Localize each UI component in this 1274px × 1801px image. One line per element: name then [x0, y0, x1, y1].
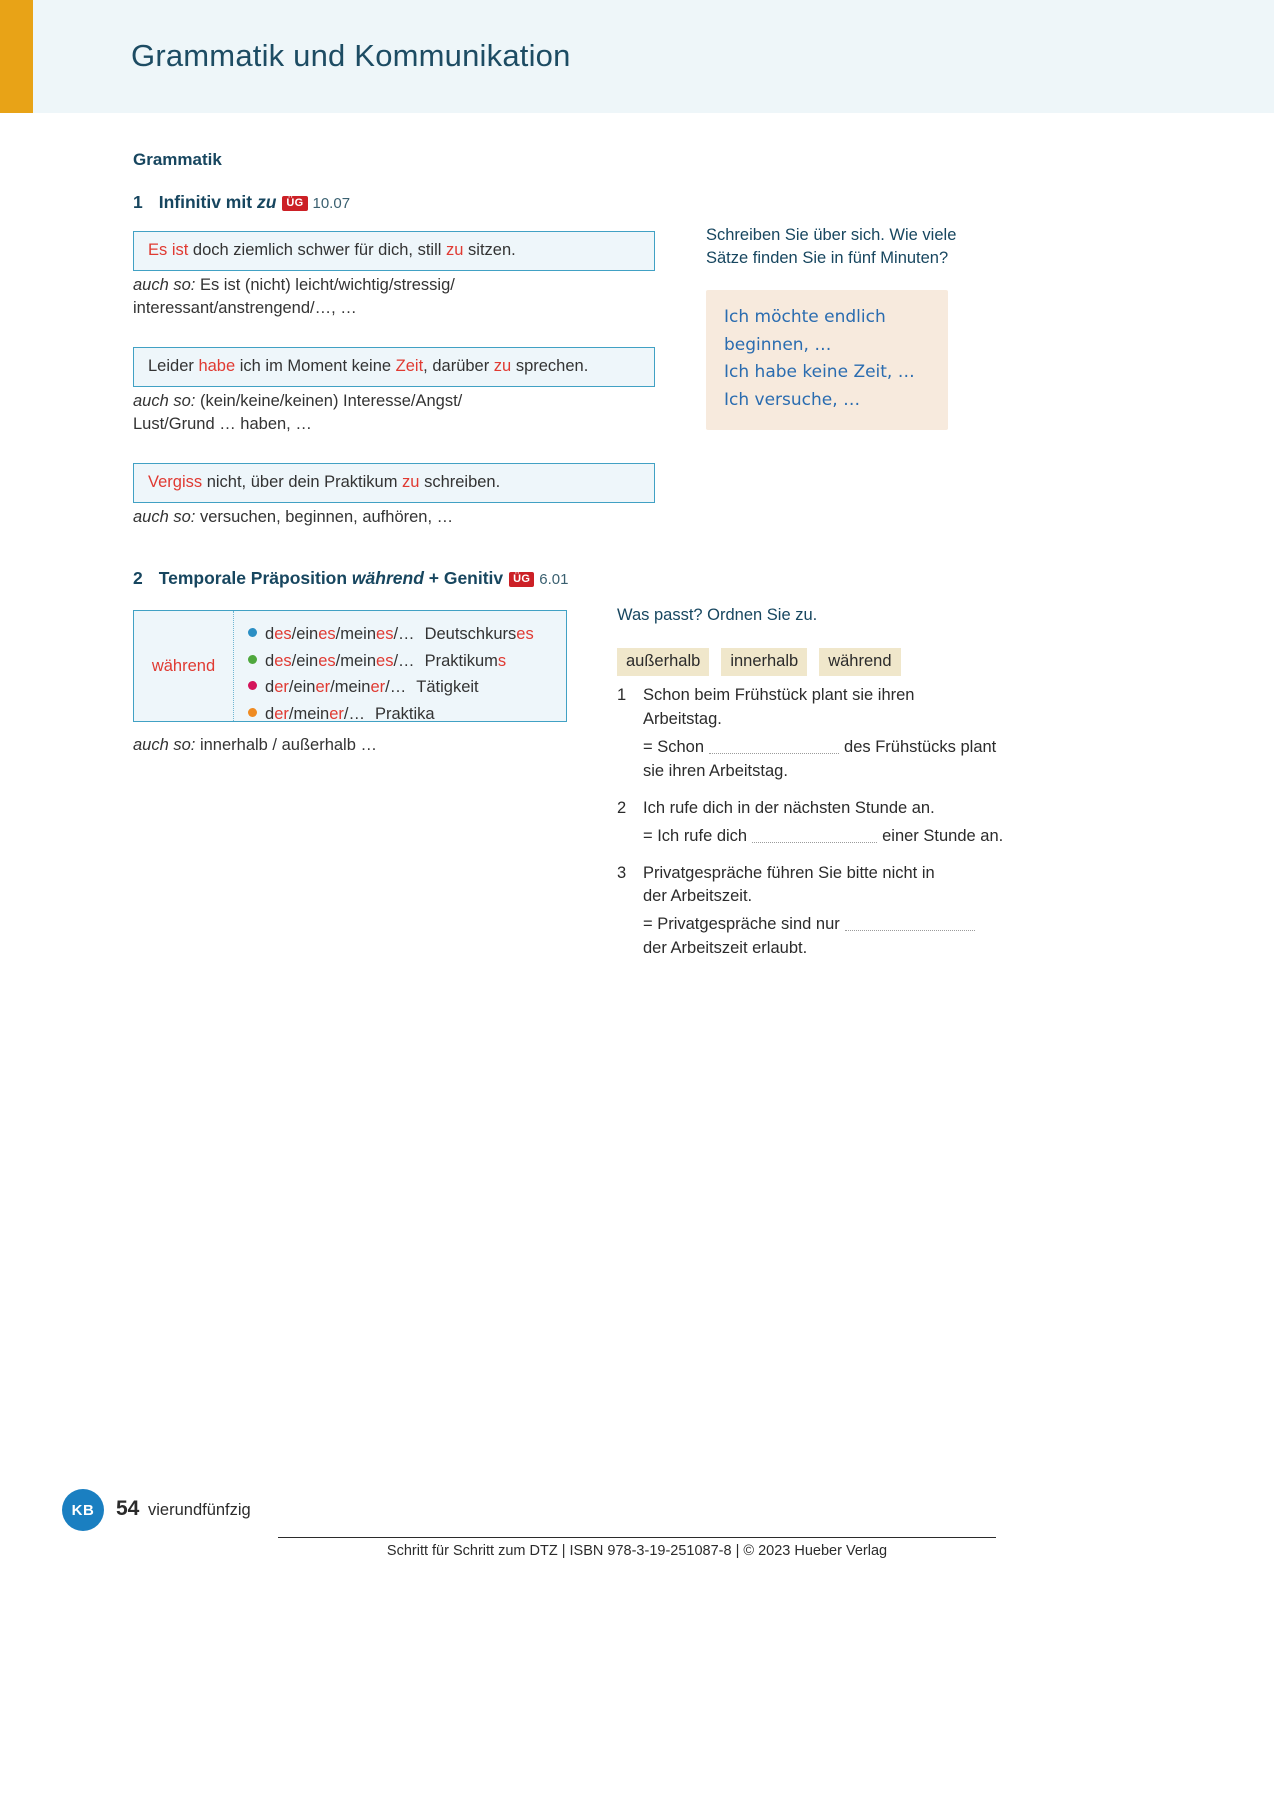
- genitive-noun: Tätigkeit: [416, 678, 479, 697]
- exercise-item-2-number: 2: [617, 798, 627, 817]
- exercise-item-1: [617, 684, 1037, 784]
- handwritten-note: [706, 290, 948, 430]
- exercise-item-2-line1: Ich rufe dich in der nächsten Stunde an.: [643, 798, 935, 817]
- genitive-noun: Praktikums: [424, 651, 507, 670]
- exercise-item-1-line2: Arbeitstag.: [643, 709, 722, 728]
- example-2-part-4: , darüber: [423, 357, 494, 375]
- exercise-item-2-answer-pre: = Ich rufe dich: [643, 826, 748, 845]
- exercise-item-1-line1: Schon beim Frühstück plant sie ihren: [643, 686, 915, 704]
- auch-so-1-label: auch so:: [133, 276, 196, 294]
- word-bank-chip-innerhalb[interactable]: innerhalb: [721, 648, 807, 676]
- auch-so-2-line1: (kein/keine/keinen) Interesse/Angst/: [195, 392, 463, 410]
- auch-so-2-label: auch so:: [133, 392, 196, 410]
- auch-so-4-label: auch so:: [133, 736, 196, 754]
- task-2-number: 2: [133, 568, 143, 588]
- auch-so-2-line2: Lust/Grund … haben, …: [133, 415, 312, 434]
- genitive-noun: Praktika: [374, 705, 435, 724]
- task-2-title-post: + Genitiv: [423, 568, 504, 588]
- example-3-part-3: schreiben.: [419, 473, 501, 491]
- bullet-dot-icon: [248, 708, 257, 717]
- example-box-1: [133, 231, 655, 271]
- exercise-item-2-answer: [643, 825, 1037, 849]
- example-box-2: [133, 347, 655, 387]
- example-2-part-2: ich im Moment keine: [235, 357, 396, 375]
- exercise-prompt: Was passt? Ordnen Sie zu.: [617, 606, 818, 624]
- exercise-item-3-blank[interactable]: [845, 915, 975, 931]
- task-2-title-pre: Temporale Präposition: [158, 568, 352, 588]
- example-3-part-0: Vergiss: [148, 473, 203, 491]
- exercise-item-2-answer-mid: einer Stunde an.: [882, 826, 1004, 845]
- exercise-item-1-answer-pre: = Schon: [643, 737, 705, 756]
- exercise-item-1-answer: [643, 736, 1037, 784]
- exercise-item-1-answer-line2: sie ihren Arbeitstag.: [643, 761, 788, 780]
- word-bank: [617, 648, 901, 676]
- example-1-part-1: doch ziemlich schwer für dich, still: [188, 241, 447, 259]
- header-accent-bar: [0, 0, 33, 113]
- task-2-ug-ref: 6.01: [539, 571, 569, 588]
- task-2-heading: [133, 568, 568, 589]
- imprint-line: Schritt für Schritt zum DTZ | ISBN 978-3-19-251087-8 | © 2023 Hueber Verlag: [386, 1543, 888, 1559]
- exercise-list: [617, 684, 1037, 974]
- example-2-part-6: sprechen.: [511, 357, 589, 375]
- task-1-heading: [133, 192, 350, 213]
- genitive-table: [133, 610, 567, 722]
- exercise-item-3-answer: [643, 913, 1037, 961]
- genitive-table-row: [248, 674, 556, 701]
- exercise-item-1-number: 1: [617, 686, 627, 704]
- exercise-item-3-body: [643, 862, 1037, 962]
- bullet-dot-icon: [248, 628, 257, 637]
- page-title: Grammatik und Kommunikation: [131, 38, 571, 73]
- exercise-item-1-blank[interactable]: [709, 738, 839, 754]
- genitive-table-row: [248, 701, 556, 728]
- example-3-part-2: zu: [402, 473, 420, 491]
- genitive-article-forms: des/eines/meines/…: [265, 651, 415, 670]
- exercise-item-2-blank[interactable]: [752, 827, 877, 843]
- auch-so-4-text: innerhalb / außerhalb …: [195, 736, 377, 754]
- example-3-part-1: nicht, über dein Praktikum: [202, 473, 403, 491]
- bullet-dot-icon: [248, 681, 257, 690]
- auch-so-4: [133, 734, 613, 757]
- note-line-2: beginnen, …: [724, 334, 832, 355]
- note-line-1: Ich möchte endlich: [724, 307, 886, 327]
- task-2-title-italic: während: [351, 568, 424, 588]
- exercise-item-3-line1: Privatgespräche führen Sie bitte nicht in: [643, 863, 935, 882]
- task-1-prompt: [706, 224, 1026, 271]
- auch-so-2: [133, 390, 653, 437]
- exercise-item-2-body: [643, 797, 1037, 849]
- task-1-title-italic: zu: [256, 192, 277, 212]
- page-header: [0, 0, 1274, 113]
- task-1-prompt-line2: Sätze finden Sie in fünf Minuten?: [706, 249, 949, 268]
- example-1-part-2: zu: [446, 241, 464, 259]
- task-1-title-pre: Infinitiv mit: [158, 192, 257, 212]
- word-bank-chip-ausserhalb[interactable]: außerhalb: [617, 648, 709, 676]
- example-2-part-5: zu: [493, 357, 512, 375]
- example-2-part-3: Zeit: [395, 357, 424, 375]
- example-1-part-0: Es ist: [148, 241, 189, 259]
- auch-so-3-line1: versuchen, beginnen, aufhören, …: [195, 508, 454, 526]
- bullet-dot-icon: [248, 655, 257, 664]
- auch-so-1: [133, 274, 653, 321]
- genitive-table-row: [248, 621, 556, 648]
- page-number: 54: [116, 1497, 140, 1520]
- exercise-item-3-line2: der Arbeitszeit.: [643, 887, 753, 906]
- imprint-divider: [278, 1537, 996, 1538]
- exercise-item-3: [617, 862, 1037, 962]
- word-bank-chip-waehrend[interactable]: während: [819, 648, 900, 676]
- note-line-4: Ich versuche, …: [724, 389, 861, 410]
- task-1-prompt-line1: Schreiben Sie über sich. Wie viele: [706, 226, 957, 244]
- exercise-item-3-number: 3: [617, 863, 627, 882]
- exercise-item-1-answer-mid: des Frühstücks plant: [844, 737, 997, 756]
- section-label-grammatik: Grammatik: [133, 150, 222, 169]
- exercise-item-2: [617, 797, 1037, 849]
- table-left-cell: während: [134, 611, 234, 721]
- kb-badge: KB: [62, 1489, 104, 1531]
- auch-so-1-line1: Es ist (nicht) leicht/wichtig/stressig/: [195, 276, 455, 294]
- exercise-item-3-answer-pre: = Privatgespräche sind nur: [643, 915, 840, 934]
- task-1-number: 1: [133, 192, 143, 212]
- ug-badge-icon: ÜG: [509, 572, 534, 587]
- example-2-part-1: habe: [198, 357, 236, 375]
- task-1-ug-ref: 10.07: [312, 195, 351, 212]
- exercise-item-1-body: [643, 684, 1037, 784]
- table-right-column: [234, 611, 566, 724]
- exercise-item-3-answer-line2: der Arbeitszeit erlaubt.: [643, 939, 808, 958]
- genitive-article-forms: des/eines/meines/…: [265, 625, 415, 643]
- example-2-part-0: Leider: [148, 357, 199, 375]
- genitive-article-forms: der/einer/meiner/…: [265, 678, 407, 697]
- auch-so-3-label: auch so:: [133, 508, 196, 526]
- example-box-3: [133, 463, 655, 503]
- note-line-3: Ich habe keine Zeit, …: [724, 362, 915, 383]
- genitive-noun: Deutschkurses: [424, 625, 534, 643]
- auch-so-3: [133, 506, 653, 529]
- auch-so-1-line2: interessant/anstrengend/…, …: [133, 299, 357, 318]
- genitive-article-forms: der/meiner/…: [265, 705, 365, 724]
- ug-badge-icon: ÜG: [282, 196, 307, 211]
- page-number-word: vierundfünfzig: [148, 1501, 251, 1519]
- genitive-table-row: [248, 648, 556, 675]
- example-1-part-3: sitzen.: [463, 241, 516, 259]
